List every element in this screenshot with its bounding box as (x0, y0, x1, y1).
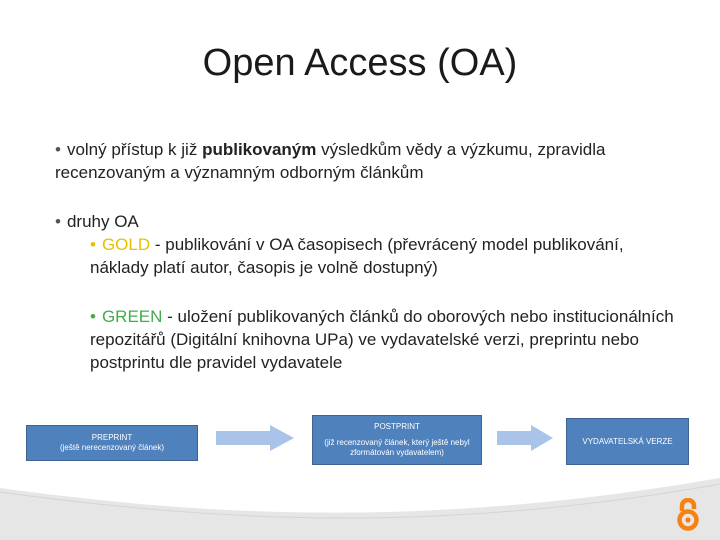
green-text: - uložení publikovaných článků do oborových nebo institucionálních repozitářů (Digitální knihovna UPa) ve vydavatelské verzi, preprintu nebo postprintu dle pravidel vydavatele (90, 307, 674, 372)
gold-text: - publikování v OA časopisech (převrácený model publikování, náklady platí autor, časopis je volně dostupný) (90, 235, 624, 277)
right-arrow-icon (216, 425, 294, 451)
preprint-title: PREPRINT (91, 433, 133, 442)
right-arrow-icon (497, 425, 553, 451)
footer-swoosh (0, 460, 720, 540)
slide-title: Open Access (OA) (202, 42, 518, 84)
green-label: GREEN (101, 307, 163, 326)
bullet-types (55, 210, 675, 233)
postprint-subtitle: (již recenzovaný článek, který ještě nebyl zformátován vydavatelem) (324, 438, 470, 457)
bullet-gold (90, 233, 675, 279)
open-access-logo-icon (672, 498, 704, 532)
bullet-dot-gold-icon: • (90, 235, 96, 254)
postprint-title: POSTPRINT (374, 422, 420, 431)
bullet-list (55, 138, 675, 391)
gold-label: GOLD (101, 235, 151, 254)
bullet-definition-post: výsledkům vědy a výzkumu, zpravidla recenzovaným a významným odborným článkům (55, 140, 606, 182)
bullet-definition-bold: publikovaným (202, 140, 317, 159)
publisher-version-title: VYDAVATELSKÁ VERZE (582, 436, 673, 446)
bullet-green (90, 305, 675, 374)
bullet-types-label: druhy OA (66, 212, 139, 231)
preprint-box (26, 425, 198, 461)
preprint-subtitle: (ještě nerecenzovaný článek) (59, 443, 165, 452)
publisher-version-box (566, 418, 689, 465)
bullet-definition (55, 138, 675, 184)
bullet-dot-icon: • (55, 140, 61, 159)
bullet-dot-icon: • (55, 212, 61, 231)
bullet-dot-green-icon: • (90, 307, 96, 326)
bullet-definition-pre: volný přístup k již (66, 140, 203, 159)
postprint-box (312, 415, 482, 465)
